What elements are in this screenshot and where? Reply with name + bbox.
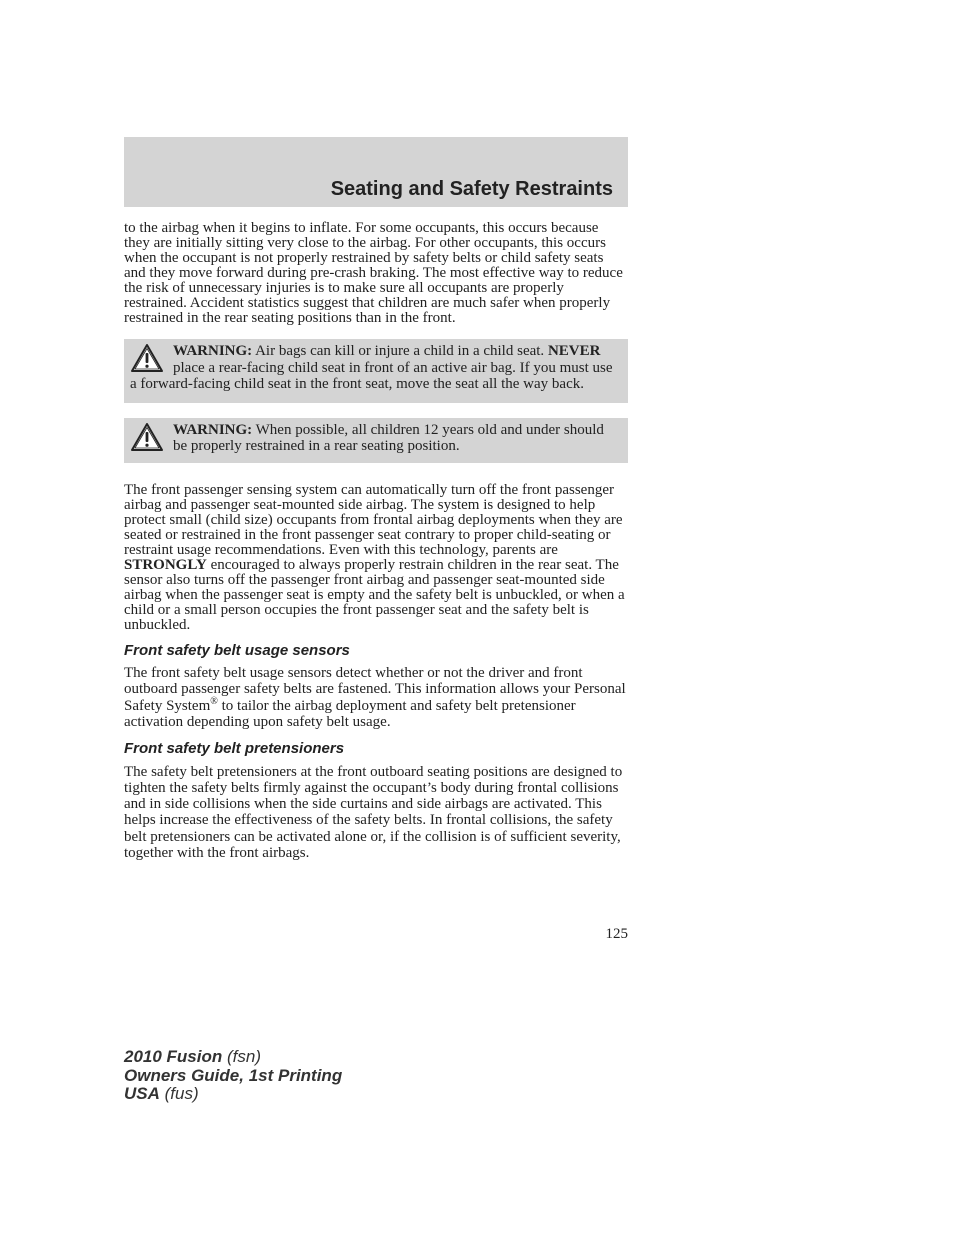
subheading-pretensioners: Front safety belt pretensioners xyxy=(124,739,345,757)
document-footer xyxy=(124,1048,342,1104)
footer-line-market xyxy=(124,1085,342,1104)
page-content xyxy=(124,221,628,861)
page-number: 125 xyxy=(605,926,628,942)
warning-label: WARNING: xyxy=(173,343,253,359)
paragraph-text-part: encouraged to always properly restrain children in the rear seat. The sensor also turns off the passenger front airbag and passenger seat-mounted side airbag when the passenger seat is empty and the safety belt is unbuckled, or when a child or a small person occupies the front passenger seat and the safety belt is unbuckled. xyxy=(124,556,625,633)
footer-market-code: (fus) xyxy=(159,1084,199,1103)
footer-line-guide xyxy=(124,1067,342,1086)
paragraph-text-part: The front passenger sensing system can automatically turn off the front passenger airbag and passenger seat-mounted side airbag. The system is designed to help protect small (child size) occupants from frontal airbag deployments when they are seated or restrained in the front passenger seat contrary to proper child-seating or restraint usage recommendations. Even with this technology, parents are xyxy=(124,481,623,558)
paragraph-text-part: to tailor the airbag deployment and safety belt pretensioner activation depending upon safety belt usage. xyxy=(124,697,576,730)
warning-box-child-seat xyxy=(124,339,628,403)
warning-triangle-icon xyxy=(130,422,166,454)
warning-emphasis-never: NEVER xyxy=(547,343,601,359)
warning-triangle-icon xyxy=(130,343,166,375)
footer-market-name: USA xyxy=(124,1084,160,1103)
footer-model-name: 2010 Fusion xyxy=(124,1047,223,1066)
paragraph-passenger-sensing xyxy=(124,483,628,633)
section-header-band xyxy=(124,137,628,207)
warning-text-part: When possible, all children 12 years old and under should be properly restrained in a rear seating position. xyxy=(173,421,604,454)
footer-guide-name: Owners Guide, 1st Printing xyxy=(124,1065,343,1085)
emphasis-strongly: STRONGLY xyxy=(124,556,207,573)
footer-model-code: (fsn) xyxy=(222,1047,261,1066)
warning-text-child-seat xyxy=(130,343,620,393)
warning-text-part: Air bags can kill or injure a child in a child seat. xyxy=(252,343,548,359)
paragraph-usage-sensors xyxy=(124,665,628,731)
section-title: Seating and Safety Restraints xyxy=(330,178,613,200)
footer-line-model xyxy=(124,1048,342,1067)
warning-text-rear-seating xyxy=(130,422,620,455)
paragraph-text-part: The front safety belt usage sensors detect whether or not the driver and front outboard passenger safety belts are fastened. This information allows your Personal Safety System xyxy=(124,664,626,714)
paragraph-airbag-risk: to the airbag when it begins to inflate. For some occupants, this occurs because they are initially sitting very close to the airbag. For other occupants, this occurs when the occupant is not properly restrained by safety belts or child safety seats and they move forward during pre-crash braking. The most effective way to reduce the risk of unnecessary injuries is to make sure all occupants are properly restrained. Accident statistics suggest that children are much safer when properly restrained in the rear seating positions than in the front. xyxy=(124,220,623,326)
paragraph-pretensioners: The safety belt pretensioners at the front outboard seating positions are designed to tighten the safety belts firmly against the occupant’s body during frontal collisions and in side collisions when the side curtains and side airbags are activated. This helps increase the effectiveness of the safety belts. In frontal collisions, the safety belt pretensioners can be activated alone or, if the collision is of sufficient severity, together with the front airbags. xyxy=(124,763,623,861)
subheading-usage-sensors: Front safety belt usage sensors xyxy=(124,641,350,659)
registered-mark: ® xyxy=(210,695,218,707)
warning-box-rear-seating xyxy=(124,418,628,463)
warning-label: WARNING: xyxy=(173,421,253,438)
warning-text-part: place a rear-facing child seat in front of an active air bag. If you must use a forward-facing child seat in the front seat, move the seat all the way back. xyxy=(130,359,613,392)
